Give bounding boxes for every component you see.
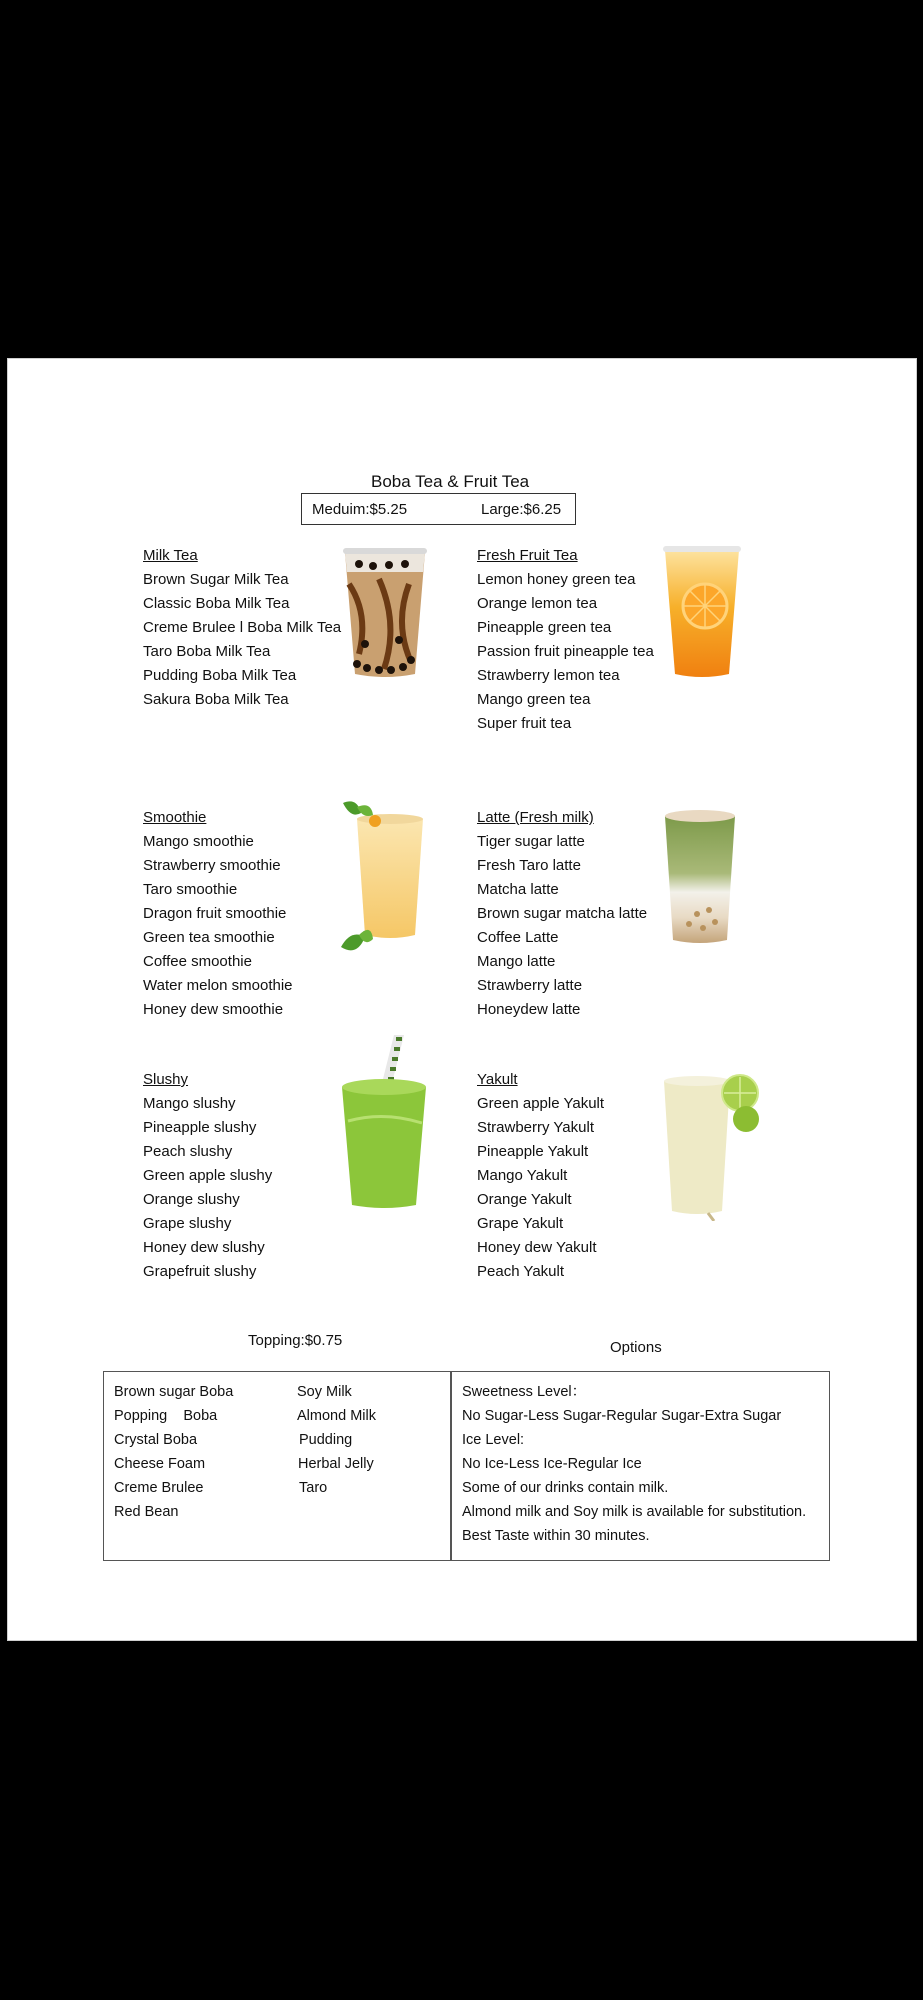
mango-smoothie-cup-icon bbox=[331, 797, 431, 962]
menu-item: Strawberry lemon tea bbox=[477, 667, 620, 684]
topping-column-left bbox=[114, 1380, 233, 1524]
menu-item: Sakura Boba Milk Tea bbox=[143, 691, 289, 708]
menu-item: Green apple slushy bbox=[143, 1167, 273, 1184]
matcha-latte-cup-icon bbox=[659, 806, 741, 946]
menu-item: Lemon honey green tea bbox=[477, 571, 636, 588]
menu-item: Pineapple slushy bbox=[143, 1119, 257, 1136]
options-line: Best Taste within 30 minutes. bbox=[462, 1528, 650, 1544]
topping-item: Taro bbox=[299, 1480, 328, 1496]
topping-item: Popping Boba bbox=[114, 1408, 218, 1424]
topping-box bbox=[103, 1371, 451, 1561]
fresh-fruit-tea-section bbox=[477, 544, 654, 736]
menu-item: Super fruit tea bbox=[477, 715, 572, 732]
menu-item: Orange Yakult bbox=[477, 1191, 572, 1208]
menu-item: Pudding Boba Milk Tea bbox=[143, 667, 297, 684]
menu-item: Fresh Taro latte bbox=[477, 857, 581, 874]
menu-item: Honey dew slushy bbox=[143, 1239, 265, 1256]
menu-item: Peach Yakult bbox=[477, 1263, 565, 1280]
menu-item: Pineapple green tea bbox=[477, 619, 612, 636]
topping-item: Soy Milk bbox=[297, 1384, 352, 1400]
smoothie-section bbox=[143, 806, 293, 1022]
menu-item: Orange slushy bbox=[143, 1191, 240, 1208]
latte-heading: Latte (Fresh milk) bbox=[477, 809, 594, 826]
menu-page bbox=[7, 358, 917, 1641]
menu-item: Coffee Latte bbox=[477, 929, 559, 946]
options-text bbox=[462, 1380, 806, 1548]
orange-fruit-tea-cup-icon bbox=[661, 544, 743, 679]
menu-item: Taro Boba Milk Tea bbox=[143, 643, 271, 660]
price-box bbox=[301, 493, 576, 525]
topping-item: Creme Brulee bbox=[114, 1480, 204, 1496]
topping-item: Pudding bbox=[299, 1432, 353, 1448]
topping-item: Brown sugar Boba bbox=[114, 1384, 234, 1400]
topping-item: Crystal Boba bbox=[114, 1432, 198, 1448]
smoothie-heading: Smoothie bbox=[143, 809, 207, 826]
yakult-heading: Yakult bbox=[477, 1071, 518, 1088]
boba-milk-tea-cup-icon bbox=[339, 544, 431, 679]
menu-item: Passion fruit pineapple tea bbox=[477, 643, 654, 660]
menu-item: Mango slushy bbox=[143, 1095, 236, 1112]
menu-item: Dragon fruit smoothie bbox=[143, 905, 287, 922]
menu-item: Orange lemon tea bbox=[477, 595, 598, 612]
menu-item: Water melon smoothie bbox=[143, 977, 293, 994]
menu-item: Taro smoothie bbox=[143, 881, 238, 898]
menu-item: Tiger sugar latte bbox=[477, 833, 585, 850]
menu-item: Honeydew latte bbox=[477, 1001, 581, 1018]
milk-tea-heading: Milk Tea bbox=[143, 547, 198, 564]
latte-section bbox=[477, 806, 647, 1022]
price-medium: Meduim:$5.25 bbox=[312, 501, 408, 518]
milk-tea-section bbox=[143, 544, 341, 712]
options-line: Ice Level: bbox=[462, 1432, 525, 1448]
options-line: No Ice-Less Ice-Regular Ice bbox=[462, 1456, 642, 1472]
menu-title: Boba Tea & Fruit Tea bbox=[371, 472, 530, 491]
menu-item: Brown sugar matcha latte bbox=[477, 905, 648, 922]
menu-item: Honey dew Yakult bbox=[477, 1239, 597, 1256]
menu-item: Peach slushy bbox=[143, 1143, 233, 1160]
menu-item: Coffee smoothie bbox=[143, 953, 252, 970]
menu-item: Strawberry Yakult bbox=[477, 1119, 594, 1136]
topping-item: Herbal Jelly bbox=[298, 1456, 374, 1472]
slushy-section bbox=[143, 1068, 272, 1284]
menu-item: Pineapple Yakult bbox=[477, 1143, 589, 1160]
fresh-fruit-tea-heading: Fresh Fruit Tea bbox=[477, 547, 578, 564]
menu-item: Green tea smoothie bbox=[143, 929, 275, 946]
options-line: No Sugar-Less Sugar-Regular Sugar-Extra Sugar bbox=[462, 1408, 782, 1424]
yakult-section bbox=[477, 1068, 604, 1284]
topping-title: Topping:$0.75 bbox=[248, 1332, 343, 1349]
menu-item: Brown Sugar Milk Tea bbox=[143, 571, 289, 588]
options-line: Some of our drinks contain milk. bbox=[462, 1480, 669, 1496]
menu-item: Strawberry latte bbox=[477, 977, 583, 994]
menu-item: Mango green tea bbox=[477, 691, 591, 708]
menu-item: Mango smoothie bbox=[143, 833, 254, 850]
slushy-heading: Slushy bbox=[143, 1071, 189, 1088]
menu-item: Grape slushy bbox=[143, 1215, 232, 1232]
menu-item: Honey dew smoothie bbox=[143, 1001, 284, 1018]
menu-item: Strawberry smoothie bbox=[143, 857, 281, 874]
green-slushy-cup-icon bbox=[338, 1031, 430, 1211]
topping-column-right bbox=[297, 1380, 376, 1500]
topping-item: Almond Milk bbox=[297, 1408, 376, 1424]
yakult-lime-cup-icon bbox=[658, 1071, 764, 1221]
options-box bbox=[451, 1371, 830, 1561]
menu-item: Grape Yakult bbox=[477, 1215, 564, 1232]
options-line: Almond milk and Soy milk is available for substitution. bbox=[462, 1504, 807, 1520]
options-title: Options bbox=[610, 1339, 662, 1356]
topping-item: Red Bean bbox=[114, 1504, 179, 1520]
menu-item: Green apple Yakult bbox=[477, 1095, 605, 1112]
menu-item: Matcha latte bbox=[477, 881, 559, 898]
menu-item: Creme Brulee l Boba Milk Tea bbox=[143, 619, 342, 636]
menu-item: Grapefruit slushy bbox=[143, 1263, 257, 1280]
menu-item: Mango latte bbox=[477, 953, 556, 970]
price-large: Large:$6.25 bbox=[481, 501, 562, 518]
topping-item: Cheese Foam bbox=[114, 1456, 206, 1472]
options-line: Sweetness Level： bbox=[462, 1384, 587, 1400]
menu-item: Mango Yakult bbox=[477, 1167, 568, 1184]
menu-item: Classic Boba Milk Tea bbox=[143, 595, 290, 612]
